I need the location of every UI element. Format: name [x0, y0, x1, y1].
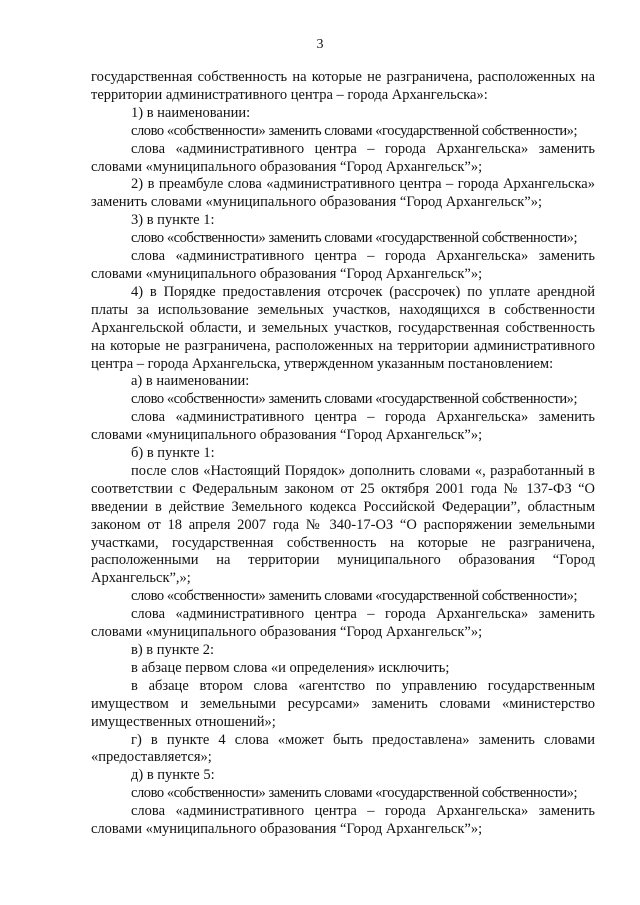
paragraph: а) в наименовании:: [131, 373, 250, 390]
paragraph: слова «административного центра – города Архангельска» заменить словами «муниципального образования “Город Архангельск”»;: [91, 140, 595, 175]
paragraph: государственная собственность на которые не разграничена, расположенных на территории административного центра – города Архангельска»:: [91, 69, 595, 103]
page-number: 3: [316, 37, 324, 52]
paragraph: 3) в пункте 1:: [131, 212, 215, 229]
paragraph: слова «административного центра – города Архангельска» заменить словами «муниципального образования “Город Архангельск”»;: [91, 606, 595, 641]
paragraph: 2) в преамбуле слова «административного центра – города Архангельска» заменить словами «муниципального образования “Город Архангельск”»;: [91, 176, 595, 211]
paragraph: в абзаце первом слова «и определения» исключить;: [131, 659, 450, 676]
paragraph: слова «административного центра – города Архангельска» заменить словами «муниципального образования “Город Архангельск”»;: [91, 803, 595, 838]
paragraph: д) в пункте 5:: [131, 767, 215, 784]
paragraph: слово «собственности» заменить словами «государственной собственности»;: [131, 391, 578, 408]
paragraph: 1) в наименовании:: [131, 104, 251, 121]
paragraph: слово «собственности» заменить словами «государственной собственности»;: [131, 785, 578, 802]
paragraph: 4) в Порядке предоставления отсрочек (рассрочек) по уплате арендной платы за использование земельных участков, находящихся в собственности Архангельской области, и земельных участков, государственная собственность на которые не разграничена, расположенных на территории административного центра – города Архангельска, утвержденном указанным постановлением:: [91, 283, 595, 372]
paragraph: слово «собственности» заменить словами «государственной собственности»;: [131, 588, 578, 605]
paragraph: г) в пункте 4 слова «может быть предоставлена» заменить словами «предоставляется»;: [91, 731, 595, 766]
document-body: [91, 69, 595, 839]
paragraph: после слов «Настоящий Порядок» дополнить словами «, разработанный в соответствии с Федеральным законом от 25 октября 2001 года № 137-ФЗ “О введении в действие Земельного кодекса Российской Федерации”, областным законом от 18 апреля 2007 года № 340-17-ОЗ “О распоряжении земельными участками, государственная собственность на которые не разграничена, расположенными на территории муниципального образования “Город Архангельск”,»;: [91, 462, 595, 587]
paragraph: слова «административного центра – города Архангельска» заменить словами «муниципального образования “Город Архангельск”»;: [91, 248, 595, 282]
paragraph: слово «собственности» заменить словами «государственной собственности»;: [131, 122, 578, 139]
paragraph: слово «собственности» заменить словами «государственной собственности»;: [131, 230, 578, 247]
paragraph: б) в пункте 1:: [131, 445, 215, 462]
paragraph: в) в пункте 2:: [131, 642, 215, 658]
paragraph: слова «административного центра – города Архангельска» заменить словами «муниципального образования “Город Архангельск”»;: [91, 409, 595, 444]
paragraph: в абзаце втором слова «агентство по управлению государственным имуществом и земельными ресурсами» заменить словами «министерство имущественных отношений»;: [91, 677, 595, 730]
